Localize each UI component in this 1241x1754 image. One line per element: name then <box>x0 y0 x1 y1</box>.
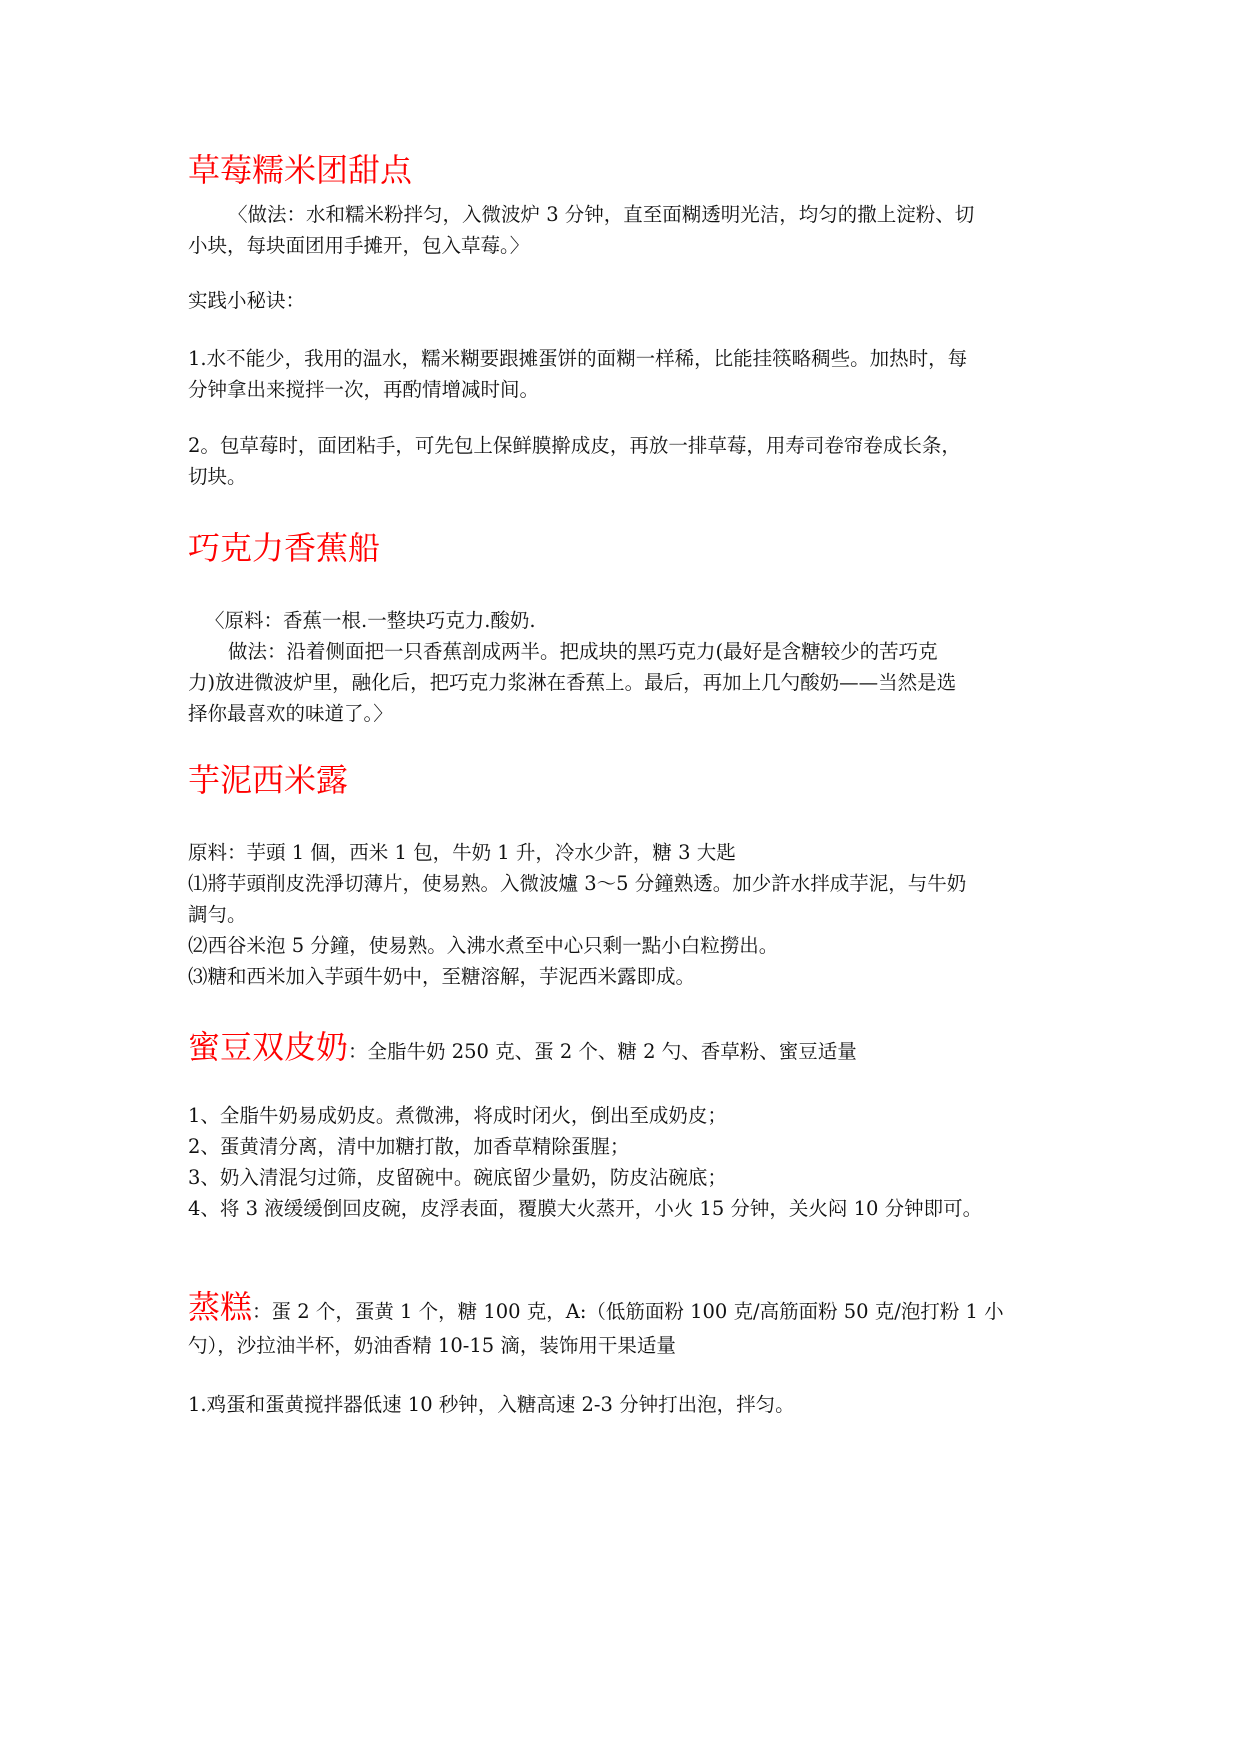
recipe-body <box>188 837 1068 992</box>
step-line: 3、奶入清混匀过筛，皮留碗中。碗底留少量奶，防皮沾碗底； <box>188 1166 727 1189</box>
step-line: ⑴將芋頭削皮洗淨切薄片，使易熟。入微波爐 3～5 分鐘熟透。加少許水拌成芋泥，与牛奶 <box>188 872 967 895</box>
recipe-title-double-skin-milk: 蜜豆双皮奶 <box>188 1028 349 1066</box>
recipe-title-chocolate-banana-boat: 巧克力香蕉船 <box>188 529 381 567</box>
tip-line: 分钟拿出来搅拌一次，再酌情增减时间。 <box>188 378 540 401</box>
step-line: 1.鸡蛋和蛋黄搅拌器低速 10 秒钟，入糖高速 2-3 分钟打出泡，拌匀。 <box>188 1393 795 1416</box>
ingredients-inline: ：全脂牛奶 250 克、蛋 2 个、糖 2 勺、香草粉、蜜豆适量 <box>348 1040 857 1063</box>
method-line: 做法：沿着侧面把一只香蕉剖成两半。把成块的黑巧克力(最好是含糖较少的苦巧克 <box>228 640 938 663</box>
ingredients-line: 勺），沙拉油半杯，奶油香精 10-15 滴，装饰用干果适量 <box>188 1334 676 1357</box>
recipe-heading-double-skin-milk <box>188 1025 1068 1075</box>
recipe-heading-steamed-cake <box>188 1285 1068 1335</box>
ingredients-inline: ：蛋 2 个，蛋黄 1 个，糖 100 克，A:（低筋面粉 100 克/高筋面粉 50 克/泡打粉 1 小 <box>252 1300 1004 1323</box>
step-line: ⑵西谷米泡 5 分鐘，使易熟。入沸水煮至中心只剩一點小白粒撈出。 <box>188 934 779 957</box>
ingredients-line: 原料：芋頭 1 個，西米 1 包，牛奶 1 升，冷水少許，糖 3 大匙 <box>188 841 736 864</box>
tips-heading: 实践小秘诀： <box>188 289 306 312</box>
tip-line: 切块。 <box>188 465 247 488</box>
method-line: 力)放进微波炉里，融化后，把巧克力浆淋在香蕉上。最后，再加上几勺酸奶——当然是选 <box>188 671 957 694</box>
recipe-title-steamed-cake: 蒸糕 <box>188 1288 253 1326</box>
method-text <box>188 199 1068 261</box>
method-line: 择你最喜欢的味道了。〉 <box>188 702 393 725</box>
step-line: ⑶糖和西米加入芋頭牛奶中，至糖溶解，芋泥西米露即成。 <box>188 965 696 988</box>
ingredients-line: 〈原料：香蕉一根.一整块巧克力.酸奶. <box>205 609 536 632</box>
method-line: 〈做法：水和糯米粉拌匀，入微波炉 3 分钟，直至面糊透明光洁，均匀的撒上淀粉、切 <box>228 203 975 226</box>
step-line: 4、将 3 液缓缓倒回皮碗，皮浮表面，覆膜大火蒸开，小火 15 分钟，关火闷 10 分钟即可。 <box>188 1197 983 1220</box>
recipe-title-strawberry-mochi: 草莓糯米团甜点 <box>188 151 413 189</box>
tip-line: 2。包草莓时，面团粘手，可先包上保鲜膜擀成皮，再放一排草莓，用寿司卷帘卷成长条， <box>188 434 961 457</box>
step-line: 1、全脂牛奶易成奶皮。煮微沸，将成时闭火，倒出至成奶皮； <box>188 1104 727 1127</box>
method-line: 小块，每块面团用手摊开，包入草莓。〉 <box>188 234 530 257</box>
recipe-body <box>188 1100 1068 1224</box>
tip-item <box>188 343 1068 405</box>
recipe-title-taro-sago: 芋泥西米露 <box>188 761 349 799</box>
tip-item <box>188 430 1068 492</box>
step-line: 調勻。 <box>188 903 247 926</box>
tip-line: 1.水不能少，我用的温水，糯米糊要跟摊蛋饼的面糊一样稀，比能挂筷略稠些。加热时，每 <box>188 347 968 370</box>
step-line: 2、蛋黄清分离，清中加糖打散，加香草精除蛋腥； <box>188 1135 630 1158</box>
recipe-body <box>188 605 1068 729</box>
